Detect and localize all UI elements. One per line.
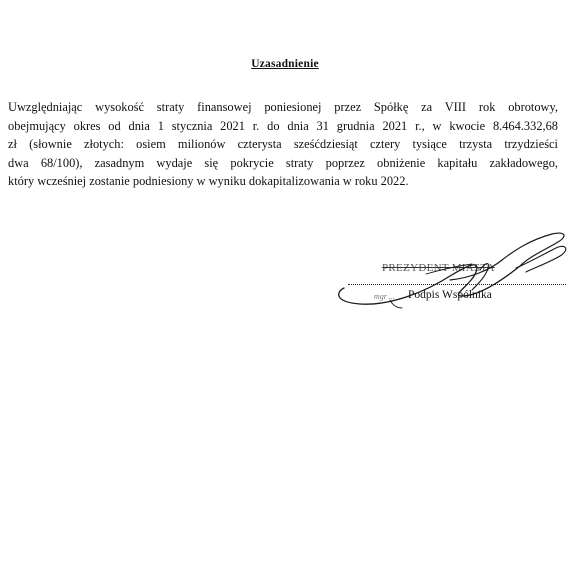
paragraph-line: zł (słownie złotych: osiem milionów czterysta sześćdziesiąt cztery tysiące trzysta trzydzieści <box>8 137 558 151</box>
justification-paragraph <box>8 98 558 191</box>
paragraph-line: dwa 68/100), zasadnym wydaje się pokrycie straty poprzez obniżenie kapitału zakładowego, <box>8 155 558 170</box>
stamp-subtitle: mgr ... <box>374 292 395 301</box>
paragraph-line: który wcześniej zostanie podniesiony w wyniku dokapitalizowania w roku 2022. <box>8 174 409 188</box>
paragraph-line: Uwzględniając wysokość straty finansowej poniesionej przez Spółkę za VIII rok obrotowy, <box>8 100 558 114</box>
stamp-title: PREZYDENT MIASTA <box>382 262 495 274</box>
signature-block <box>330 230 570 340</box>
document-title: Uzasadnienie <box>251 58 319 70</box>
paragraph-line: obejmujący okres od dnia 1 stycznia 2021 r. do dnia 31 grudnia 2021 r., w kwocie 8.464.332,68 <box>8 118 558 133</box>
handwritten-signature <box>330 230 570 340</box>
signature-caption: Podpis Wspólnika <box>408 289 492 301</box>
